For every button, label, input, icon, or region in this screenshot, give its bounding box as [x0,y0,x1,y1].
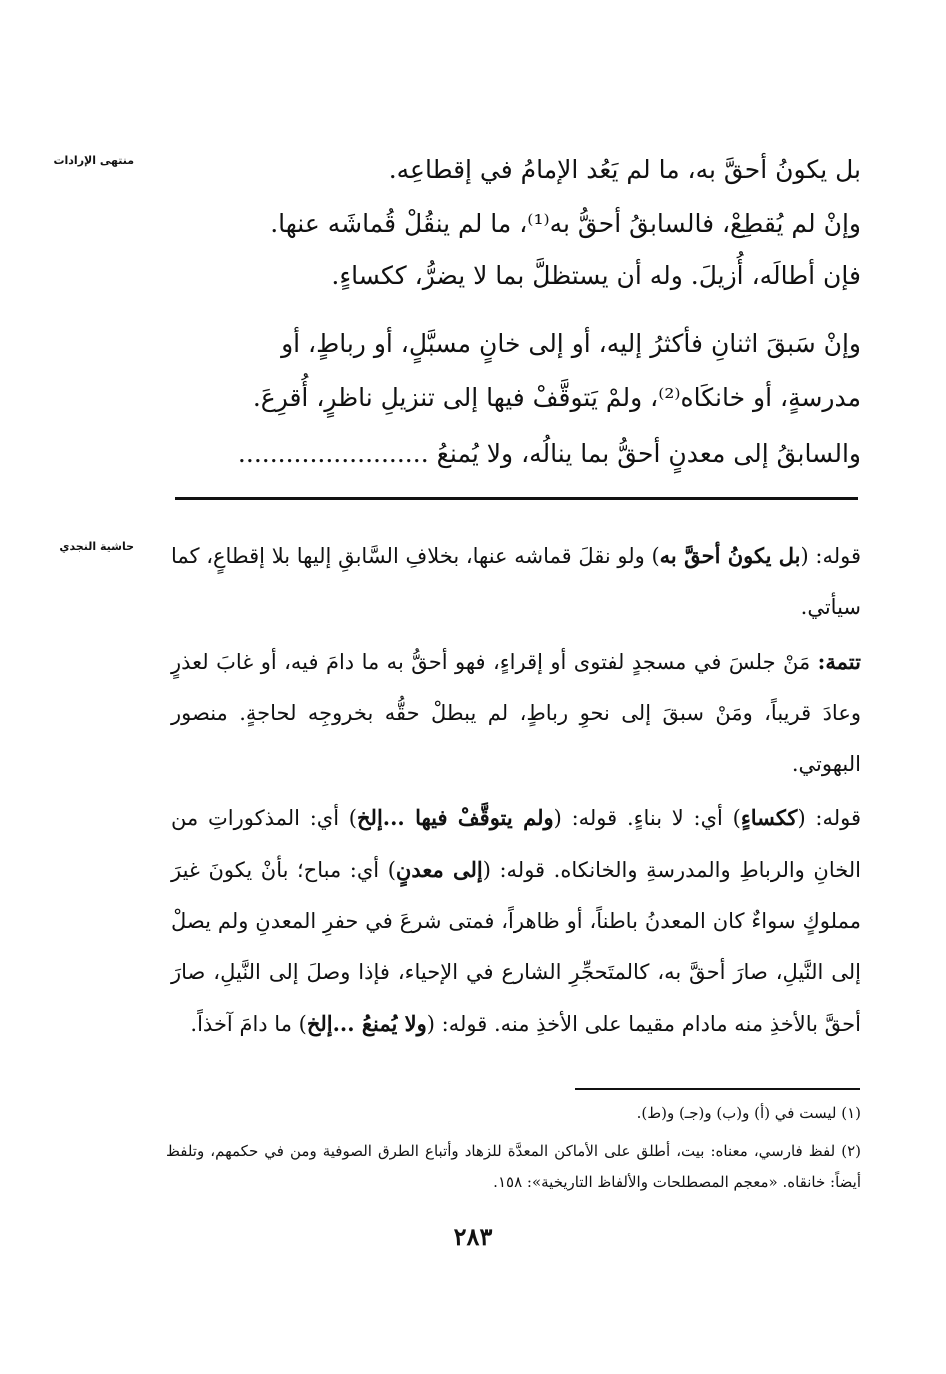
side-label-commentary: حاشية النجدي [59,540,134,553]
paragraph-text: مَنْ جلسَ في مسجدٍ لفتوى أو إقراءٍ، فهو أحقُّ به ما دامَ فيه، أو غابَ لعذرٍ وعادَ قريباً، ومَنْ سبقَ إلى نحوِ رباطٍ، لم يبطلْ حقُّه بخروجِه لحاجةٍ. منصور البهوتي. [171,650,861,776]
quoted-phrase: ككساءٍ [740,805,798,830]
paragraph-text: ) ما دامَ آخذاً. [190,1012,307,1036]
footnote: (٢) لفظ فارسي، معناه: بيت، أطلق على الأماكن المعدَّة للزهاد وأتباع الطرق الصوفية ومن في حكمهم، وتلفظ أيضاً: خانقاه. «معجم المصطلحات والألفاظ التاريخية»: ١٥٨. [166,1142,861,1191]
commentary-paragraph [171,636,861,790]
paragraph-text: قوله: ( [800,544,862,568]
main-text-line: وإنْ سَبقَ اثنانِ فأكثرُ إليه، أو إلى خانٍ مسبَّلٍ، أو رباطٍ، أو [281,329,861,358]
quoted-phrase: ولم يتوقَّفْ فيها ...إلخ [357,805,554,830]
main-text-line: وإنْ لم يُقطِعْ، فالسابقُ أحقُّ به⁽¹⁾، ما لم ينقُلْ قُماشَه عنها. [270,209,861,238]
paragraph-text: ) ولو نقلَ قماشه عنها، بخلافِ السَّابقِ إليها بلا إقطاعٍ، كما سيأتي. [171,544,861,619]
main-text-line: والسابقُ إلى معدنٍ أحقُّ بما ينالُه، ولا يُمنعُ ........................ [237,439,861,468]
paragraph-text: ) أي: مباح؛ بأنْ يكونَ غيرَ مملوكٍ سواءٌ كان المعدنُ باطناً، أو ظاهراً، فمتى شرعَ في حفرِ المعدنِ ولم يصلْ إلى النَّيلِ، صارَ أحقَّ به، كالمتَحجِّرِ الشارع في الإحياء، فإذا وصلَ إلى النَّيلِ، صارَ أحقَّ بالأخذِ منه مادام مقيما على الأخذِ منه. قوله: ( [171,858,861,1036]
section-divider [175,497,858,500]
page-number: ٢٨٣ [453,1222,493,1251]
commentary-paragraph [171,792,861,1050]
paragraph-heading: تتمة: [817,649,861,674]
quoted-phrase: ولا يُمنعُ ...إلخ [306,1011,427,1036]
paragraph-text: قوله: ( [797,806,861,830]
side-label-main-text: منتهى الإرادات [53,154,134,167]
commentary-paragraph [171,530,861,633]
paragraph-text: ) أي: المذكوراتِ من الخانِ والرباطِ والمدرسةِ والخانكاه. قوله: ( [171,806,862,882]
quoted-phrase: إلى معدنٍ [395,857,483,882]
quoted-phrase: بل يكونُ أحقَّ به [659,543,801,568]
main-text-line: مدرسةٍ، أو خانكَاه⁽²⁾، ولمْ يَتوقَّفْ فيها إلى تنزيلِ ناظرٍ، أُقرِعَ. [252,383,861,412]
main-text-line: بل يكونُ أحقَّ به، ما لم يَعُد الإمامُ في إقطاعِه. [388,155,861,184]
footnote-divider [575,1088,860,1090]
main-text-line: فإن أطالَه، أُزيلَ. وله أن يستظلَّ بما لا يضرُّ، ككساءٍ. [331,261,861,290]
paragraph-text: ) أي: لا بناءٍ. قوله: ( [553,806,741,830]
footnote: (١) ليست في (أ) و(ب) و(جـ) و(ط). [636,1104,861,1122]
